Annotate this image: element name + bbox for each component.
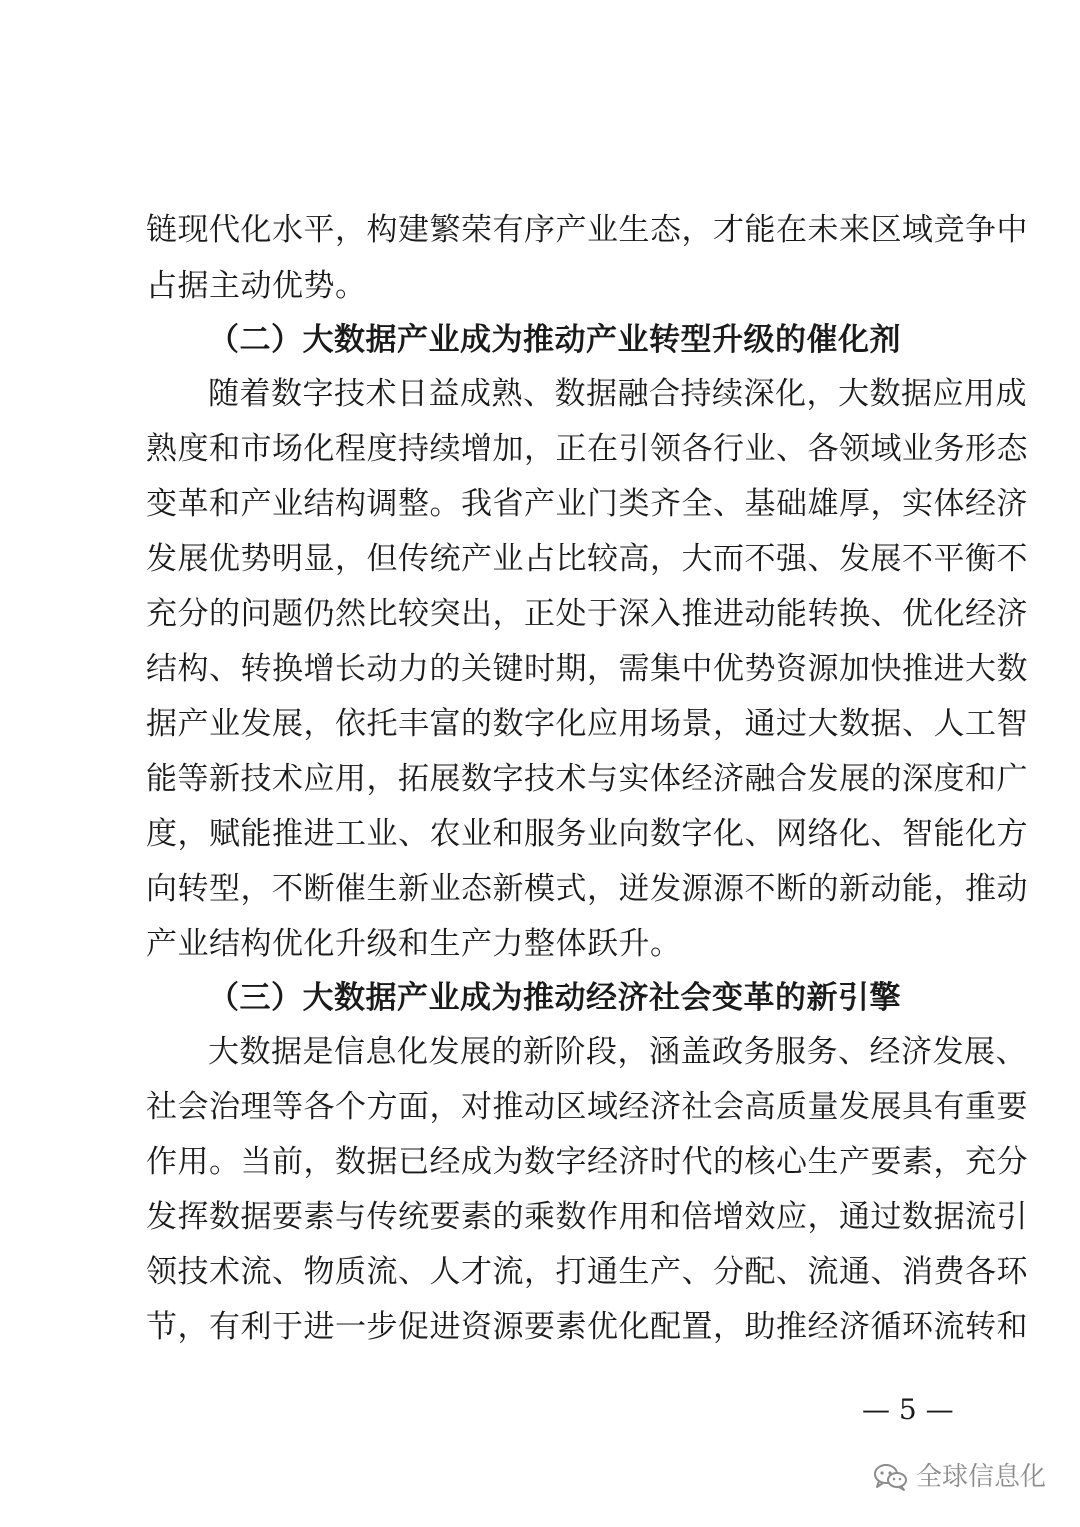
paragraph-3-line-3: 作用。当前，数据已经成为数字经济时代的核心生产要素，充分 bbox=[146, 1144, 1028, 1180]
paragraph-3-line-2: 社会治理等各个方面，对推动区域经济社会高质量发展具有重要 bbox=[146, 1089, 1028, 1125]
paragraph-2-line-7: 据产业发展，依托丰富的数字化应用场景，通过大数据、人工智 bbox=[146, 706, 1028, 742]
wechat-icon bbox=[872, 1462, 908, 1492]
paragraph-2-line-10: 向转型，不断催生新业态新模式，迸发源源不断的新动能，推动 bbox=[146, 871, 1028, 907]
paragraph-3-line-1: 大数据是信息化发展的新阶段，涵盖政务服务、经济发展、 bbox=[208, 1034, 1027, 1070]
paragraph-2-line-5: 充分的问题仍然比较突出，正处于深入推进动能转换、优化经济 bbox=[146, 596, 1028, 632]
paragraph-2-line-9: 度，赋能推进工业、农业和服务业向数字化、网络化、智能化方 bbox=[146, 816, 1028, 852]
paragraph-3-line-4: 发挥数据要素与传统要素的乘数作用和倍增效应，通过数据流引 bbox=[146, 1199, 1028, 1235]
paragraph-2-line-2: 熟度和市场化程度持续增加，正在引领各行业、各领域业务形态 bbox=[146, 431, 1028, 467]
page-number: — 5 — bbox=[862, 1393, 954, 1426]
watermark-text: 全球信息化 bbox=[916, 1462, 1047, 1492]
section-heading-3: （三）大数据产业成为推动经济社会变革的新引擎 bbox=[208, 980, 901, 1016]
paragraph-2-line-4: 发展优势明显，但传统产业占比较高，大而不强、发展不平衡不 bbox=[146, 541, 1028, 577]
paragraph-2-line-6: 结构、转换增长动力的关键时期，需集中优势资源加快推进大数 bbox=[146, 651, 1028, 687]
watermark bbox=[872, 1460, 1046, 1494]
paragraph-2-line-3: 变革和产业结构调整。我省产业门类齐全、基础雄厚，实体经济 bbox=[146, 486, 1028, 522]
paragraph-1-line-1: 链现代化水平，构建繁荣有序产业生态，才能在未来区域竞争中 bbox=[146, 212, 1028, 248]
paragraph-2-line-11: 产业结构优化升级和生产力整体跃升。 bbox=[146, 926, 682, 962]
paragraph-2-line-8: 能等新技术应用，拓展数字技术与实体经济融合发展的深度和广 bbox=[146, 761, 1028, 797]
paragraph-3-line-6: 节，有利于进一步促进资源要素优化配置，助推经济循环流转和 bbox=[146, 1309, 1028, 1345]
paragraph-3-line-5: 领技术流、物质流、人才流，打通生产、分配、流通、消费各环 bbox=[146, 1254, 1028, 1290]
section-heading-2: （二）大数据产业成为推动产业转型升级的催化剂 bbox=[208, 322, 901, 358]
paragraph-2-line-1: 随着数字技术日益成熟、数据融合持续深化，大数据应用成 bbox=[208, 376, 1027, 412]
paragraph-1-line-2: 占据主动优势。 bbox=[146, 268, 367, 304]
